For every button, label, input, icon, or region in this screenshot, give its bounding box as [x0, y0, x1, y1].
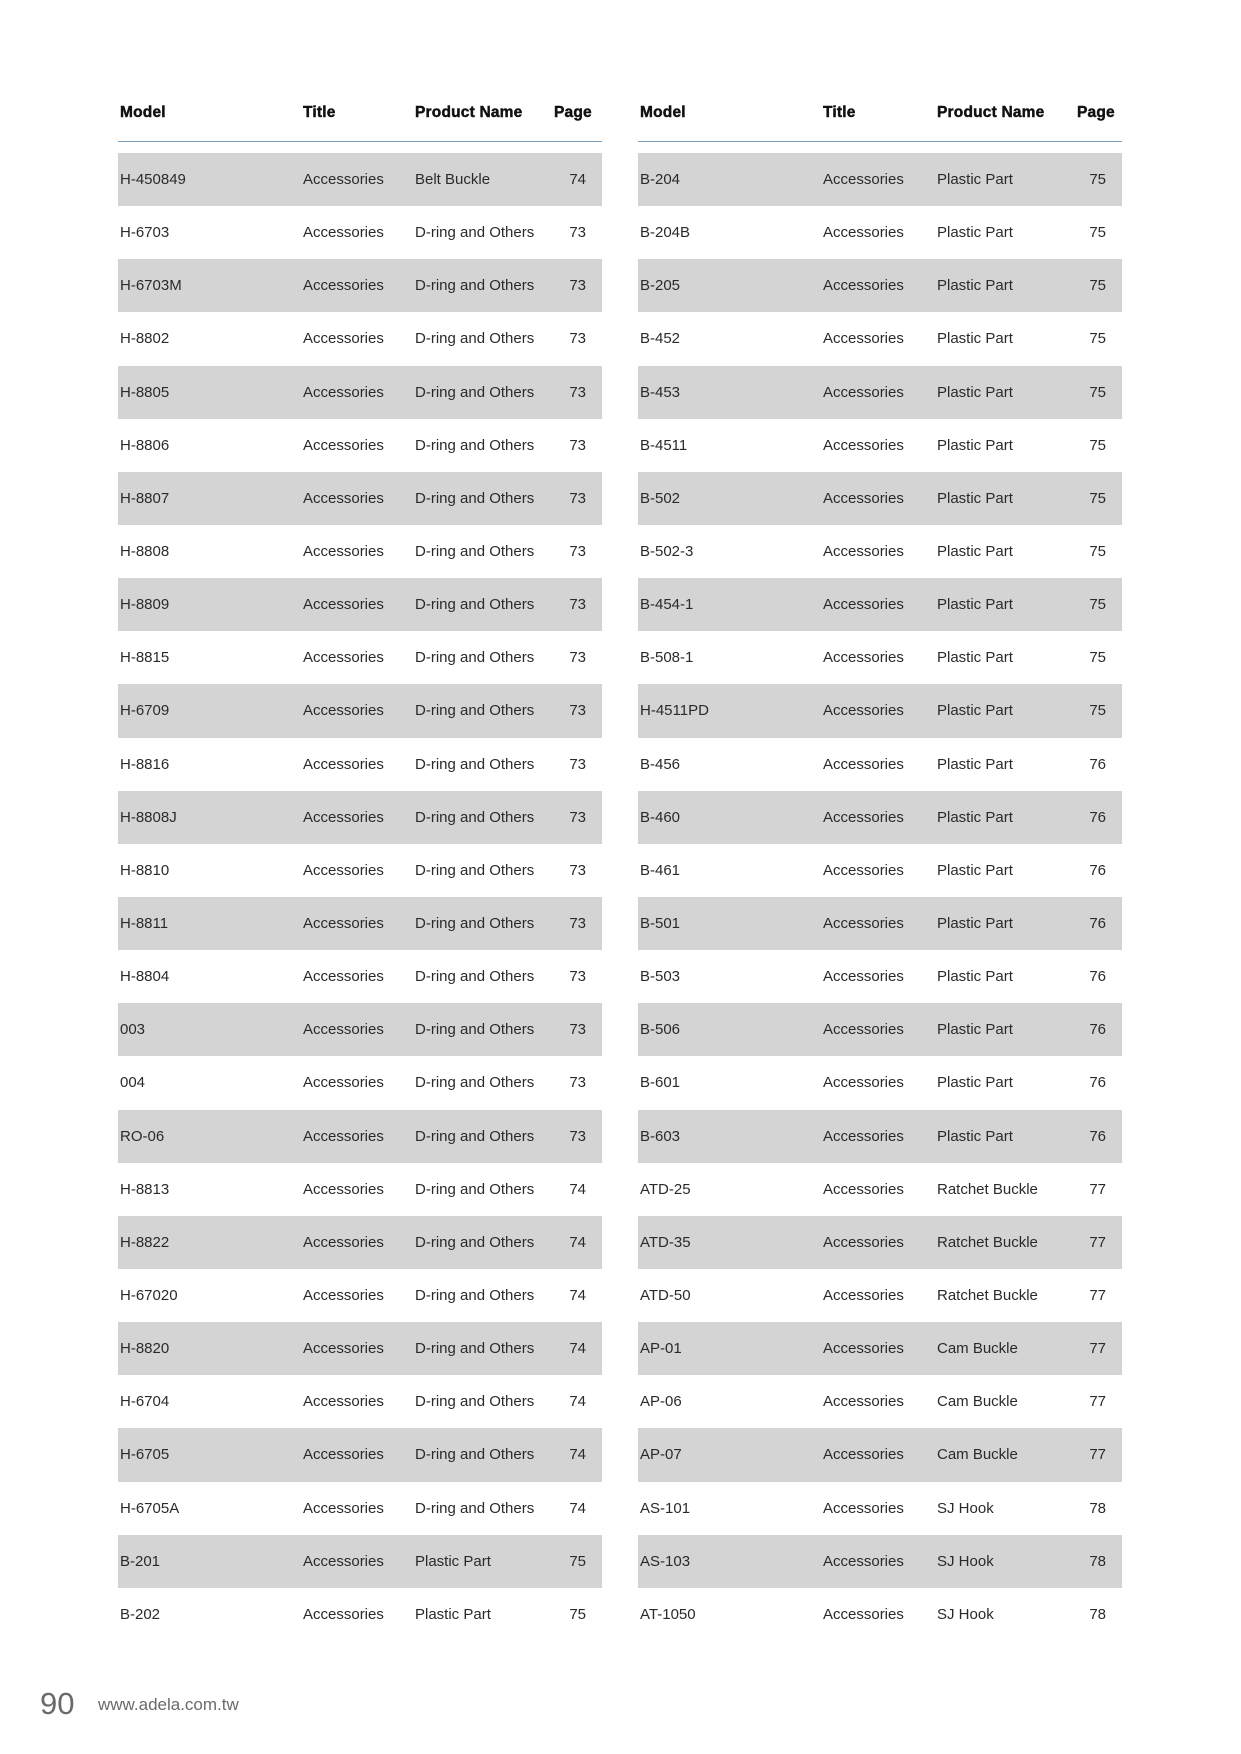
cell-product-name: Plastic Part — [937, 755, 1013, 773]
cell-product-name: Plastic Part — [937, 436, 1013, 454]
cell-page: 75 — [1089, 542, 1106, 560]
cell-title: Accessories — [823, 1021, 904, 1039]
column-header-model: Model — [640, 104, 686, 121]
cell-model: B-501 — [640, 914, 681, 932]
cell-model: H-8815 — [120, 649, 170, 667]
header-divider — [118, 141, 602, 142]
cell-title: Accessories — [823, 436, 904, 454]
cell-model: 003 — [120, 1021, 146, 1039]
cell-title: Accessories — [303, 277, 384, 295]
table-row — [638, 1322, 1122, 1375]
table-row — [118, 1535, 602, 1588]
cell-product-name: D-ring and Others — [415, 1127, 535, 1145]
cell-product-name: Plastic Part — [937, 171, 1013, 188]
cell-model: AS-101 — [640, 1499, 691, 1517]
cell-model: H-8805 — [120, 383, 170, 401]
cell-page: 76 — [1089, 968, 1106, 986]
cell-model: H-8813 — [120, 1180, 170, 1198]
cell-model: B-460 — [640, 808, 681, 826]
cell-model: B-205 — [640, 277, 681, 295]
cell-product-name: Belt Buckle — [415, 171, 491, 188]
cell-page: 73 — [569, 649, 586, 667]
cell-title: Accessories — [303, 1074, 384, 1092]
cell-page: 78 — [1089, 1499, 1106, 1517]
cell-model: B-461 — [640, 861, 681, 879]
cell-title: Accessories — [303, 1446, 384, 1464]
cell-model: H-6703 — [120, 224, 170, 242]
cell-model: H-8807 — [120, 489, 170, 507]
cell-title: Accessories — [823, 968, 904, 986]
table-row — [638, 1269, 1122, 1322]
cell-product-name: D-ring and Others — [415, 1446, 535, 1464]
cell-product-name: Plastic Part — [937, 914, 1013, 932]
cell-model: B-502 — [640, 489, 681, 507]
cell-model: B-601 — [640, 1074, 681, 1092]
cell-product-name: Cam Buckle — [937, 1393, 1018, 1411]
cell-product-name: D-ring and Others — [415, 808, 535, 826]
cell-page: 75 — [1089, 489, 1106, 507]
cell-page: 73 — [569, 755, 586, 773]
table-row — [638, 472, 1122, 525]
cell-model: H-8816 — [120, 755, 170, 773]
cell-model: H-8802 — [120, 330, 170, 348]
cell-page: 73 — [569, 436, 586, 454]
table-row — [638, 153, 1122, 206]
cell-title: Accessories — [823, 1552, 904, 1570]
table-row — [638, 1535, 1122, 1588]
cell-title: Accessories — [303, 1499, 384, 1517]
cell-title: Accessories — [823, 596, 904, 614]
cell-title: Accessories — [823, 1074, 904, 1092]
table-row — [638, 1216, 1122, 1269]
table-body — [118, 153, 602, 1641]
cell-title: Accessories — [303, 1340, 384, 1358]
cell-product-name: Plastic Part — [937, 542, 1013, 560]
cell-page: 77 — [1089, 1340, 1106, 1358]
table-row — [118, 153, 602, 206]
cell-title: Accessories — [823, 702, 904, 720]
cell-title: Accessories — [303, 489, 384, 507]
table-row — [118, 419, 602, 472]
cell-title: Accessories — [303, 914, 384, 932]
cell-model: RO-06 — [120, 1127, 165, 1145]
cell-page: 73 — [569, 702, 586, 720]
table-row — [638, 259, 1122, 312]
column-header-product-name: Product Name — [415, 104, 523, 121]
cell-model: AS-103 — [640, 1552, 691, 1570]
table-row — [638, 684, 1122, 737]
cell-product-name: Plastic Part — [937, 489, 1013, 507]
cell-page: 75 — [1089, 171, 1106, 188]
cell-model: H-6705A — [120, 1499, 180, 1517]
cell-page: 75 — [1089, 649, 1106, 667]
cell-page: 77 — [1089, 1233, 1106, 1251]
cell-title: Accessories — [303, 1127, 384, 1145]
cell-model: AP-06 — [640, 1393, 682, 1411]
cell-page: 73 — [569, 861, 586, 879]
table-row — [638, 950, 1122, 1003]
cell-title: Accessories — [303, 224, 384, 242]
cell-model: B-454-1 — [640, 596, 694, 614]
cell-product-name: Plastic Part — [937, 1021, 1013, 1039]
cell-title: Accessories — [823, 330, 904, 348]
table-row — [118, 1056, 602, 1109]
cell-page: 74 — [569, 1393, 586, 1411]
table-row — [118, 1216, 602, 1269]
cell-title: Accessories — [303, 596, 384, 614]
cell-product-name: Plastic Part — [937, 649, 1013, 667]
cell-title: Accessories — [303, 1180, 384, 1198]
table-row — [638, 791, 1122, 844]
cell-product-name: Cam Buckle — [937, 1446, 1018, 1464]
table-row — [638, 312, 1122, 365]
column-header-model: Model — [120, 104, 166, 121]
table-row — [638, 844, 1122, 897]
cell-title: Accessories — [303, 1605, 384, 1623]
cell-model: B-508-1 — [640, 649, 694, 667]
cell-model: B-452 — [640, 330, 681, 348]
table-row — [118, 1269, 602, 1322]
cell-model: H-6705 — [120, 1446, 170, 1464]
cell-title: Accessories — [823, 1286, 904, 1304]
cell-product-name: Cam Buckle — [937, 1340, 1018, 1358]
table-row — [118, 738, 602, 791]
table-row — [638, 525, 1122, 578]
cell-title: Accessories — [303, 968, 384, 986]
table-row — [118, 684, 602, 737]
table-row — [638, 206, 1122, 259]
cell-page: 78 — [1089, 1552, 1106, 1570]
column-header-page: Page — [554, 104, 592, 121]
cell-product-name: SJ Hook — [937, 1605, 994, 1623]
cell-title: Accessories — [823, 808, 904, 826]
cell-page: 74 — [569, 171, 586, 188]
cell-title: Accessories — [303, 1233, 384, 1251]
cell-product-name: Plastic Part — [937, 277, 1013, 295]
cell-title: Accessories — [303, 542, 384, 560]
cell-model: AP-07 — [640, 1446, 682, 1464]
cell-page: 73 — [569, 383, 586, 401]
cell-product-name: D-ring and Others — [415, 1233, 535, 1251]
cell-model: AP-01 — [640, 1340, 682, 1358]
column-header-product-name: Product Name — [937, 104, 1045, 121]
cell-page: 75 — [569, 1552, 586, 1570]
cell-model: H-8820 — [120, 1340, 170, 1358]
cell-page: 77 — [1089, 1446, 1106, 1464]
cell-product-name: Plastic Part — [937, 968, 1013, 986]
cell-model: B-503 — [640, 968, 681, 986]
table-row — [118, 1428, 602, 1481]
cell-page: 77 — [1089, 1286, 1106, 1304]
cell-product-name: D-ring and Others — [415, 1180, 535, 1198]
cell-model: AT-1050 — [640, 1605, 696, 1623]
cell-page: 76 — [1089, 861, 1106, 879]
cell-page: 75 — [1089, 330, 1106, 348]
cell-product-name: Plastic Part — [937, 1127, 1013, 1145]
cell-product-name: D-ring and Others — [415, 1286, 535, 1304]
cell-model: H-6703M — [120, 277, 182, 295]
cell-product-name: Plastic Part — [415, 1605, 491, 1623]
cell-model: 004 — [120, 1074, 146, 1092]
cell-page: 73 — [569, 1074, 586, 1092]
cell-title: Accessories — [823, 542, 904, 560]
cell-page: 73 — [569, 489, 586, 507]
cell-page: 78 — [1089, 1605, 1106, 1623]
cell-model: B-506 — [640, 1021, 681, 1039]
table-row — [118, 791, 602, 844]
cell-product-name: D-ring and Others — [415, 1074, 535, 1092]
cell-model: H-67020 — [120, 1286, 178, 1304]
table-header — [638, 104, 1122, 128]
cell-model: ATD-25 — [640, 1180, 691, 1198]
cell-title: Accessories — [823, 1446, 904, 1464]
cell-title: Accessories — [823, 1233, 904, 1251]
cell-model: B-603 — [640, 1127, 681, 1145]
table-row — [638, 1110, 1122, 1163]
table-row — [638, 1428, 1122, 1481]
cell-product-name: Ratchet Buckle — [937, 1286, 1038, 1304]
cell-model: H-6704 — [120, 1393, 170, 1411]
cell-page: 76 — [1089, 1074, 1106, 1092]
cell-product-name: Plastic Part — [937, 861, 1013, 879]
table-row — [118, 525, 602, 578]
table-row — [118, 1110, 602, 1163]
cell-product-name: Plastic Part — [937, 702, 1013, 720]
cell-title: Accessories — [823, 1127, 904, 1145]
cell-title: Accessories — [303, 649, 384, 667]
cell-title: Accessories — [823, 489, 904, 507]
cell-title: Accessories — [303, 436, 384, 454]
cell-model: B-204 — [640, 171, 681, 188]
cell-product-name: D-ring and Others — [415, 1393, 535, 1411]
cell-page: 75 — [1089, 277, 1106, 295]
cell-page: 74 — [569, 1286, 586, 1304]
table-row — [118, 1163, 602, 1216]
table-row — [638, 738, 1122, 791]
table-row — [118, 366, 602, 419]
cell-model: H-6709 — [120, 702, 170, 720]
cell-page: 73 — [569, 330, 586, 348]
cell-product-name: Plastic Part — [937, 330, 1013, 348]
column-header-title: Title — [303, 104, 336, 121]
table-row — [638, 1482, 1122, 1535]
cell-title: Accessories — [823, 1180, 904, 1198]
website-url: www.adela.com.tw — [98, 1695, 239, 1714]
cell-page: 73 — [569, 968, 586, 986]
cell-model: H-8809 — [120, 596, 170, 614]
cell-title: Accessories — [303, 702, 384, 720]
cell-page: 76 — [1089, 1021, 1106, 1039]
cell-product-name: D-ring and Others — [415, 755, 535, 773]
cell-model: B-202 — [120, 1605, 161, 1623]
cell-model: H-8811 — [120, 914, 169, 932]
cell-page: 75 — [1089, 702, 1106, 720]
cell-page: 73 — [569, 914, 586, 932]
cell-product-name: D-ring and Others — [415, 436, 535, 454]
cell-product-name: D-ring and Others — [415, 968, 535, 986]
table-row — [118, 844, 602, 897]
cell-title: Accessories — [823, 861, 904, 879]
cell-page: 76 — [1089, 755, 1106, 773]
cell-title: Accessories — [303, 1552, 384, 1570]
cell-product-name: Plastic Part — [937, 224, 1013, 242]
cell-title: Accessories — [303, 861, 384, 879]
cell-page: 77 — [1089, 1393, 1106, 1411]
cell-product-name: D-ring and Others — [415, 224, 535, 242]
cell-title: Accessories — [823, 277, 904, 295]
cell-title: Accessories — [823, 1605, 904, 1623]
cell-product-name: SJ Hook — [937, 1552, 994, 1570]
table-row — [118, 631, 602, 684]
table-row — [638, 631, 1122, 684]
header-divider — [638, 141, 1122, 142]
cell-product-name: D-ring and Others — [415, 330, 535, 348]
cell-page: 74 — [569, 1340, 586, 1358]
cell-page: 74 — [569, 1180, 586, 1198]
cell-model: H-450849 — [120, 171, 186, 188]
cell-page: 74 — [569, 1233, 586, 1251]
cell-product-name: Plastic Part — [937, 1074, 1013, 1092]
cell-title: Accessories — [303, 1393, 384, 1411]
cell-model: B-453 — [640, 383, 681, 401]
cell-page: 73 — [569, 224, 586, 242]
cell-product-name: Plastic Part — [937, 596, 1013, 614]
table-row — [638, 578, 1122, 631]
cell-title: Accessories — [303, 1021, 384, 1039]
cell-title: Accessories — [823, 224, 904, 242]
column-header-page: Page — [1077, 104, 1115, 121]
cell-model: H-8804 — [120, 968, 170, 986]
table-row — [118, 897, 602, 950]
cell-page: 74 — [569, 1446, 586, 1464]
cell-page: 73 — [569, 1021, 586, 1039]
cell-title: Accessories — [823, 649, 904, 667]
cell-title: Accessories — [823, 1499, 904, 1517]
cell-product-name: D-ring and Others — [415, 383, 535, 401]
cell-page: 75 — [1089, 224, 1106, 242]
cell-product-name: D-ring and Others — [415, 1340, 535, 1358]
cell-product-name: D-ring and Others — [415, 277, 535, 295]
cell-product-name: D-ring and Others — [415, 649, 535, 667]
table-row — [638, 366, 1122, 419]
cell-product-name: D-ring and Others — [415, 489, 535, 507]
cell-model: H-4511PD — [640, 702, 709, 720]
cell-title: Accessories — [303, 1286, 384, 1304]
cell-model: B-502-3 — [640, 542, 694, 560]
cell-model: ATD-50 — [640, 1286, 691, 1304]
table-row — [118, 950, 602, 1003]
cell-model: H-8806 — [120, 436, 170, 454]
cell-title: Accessories — [303, 755, 384, 773]
table-row — [638, 1375, 1122, 1428]
cell-product-name: SJ Hook — [937, 1499, 994, 1517]
cell-product-name: D-ring and Others — [415, 542, 535, 560]
table-row — [118, 1003, 602, 1056]
page-number: 90 — [40, 1686, 75, 1721]
table-row — [638, 1003, 1122, 1056]
table-row — [118, 578, 602, 631]
table-body — [638, 153, 1122, 1641]
cell-page: 75 — [1089, 383, 1106, 401]
table-row — [118, 1322, 602, 1375]
cell-page: 75 — [569, 1605, 586, 1623]
cell-title: Accessories — [823, 755, 904, 773]
cell-page: 73 — [569, 277, 586, 295]
cell-title: Accessories — [823, 171, 904, 188]
cell-product-name: Plastic Part — [937, 383, 1013, 401]
table-row — [118, 1588, 602, 1641]
table-row — [638, 1056, 1122, 1109]
cell-model: H-8808J — [120, 808, 177, 826]
table-header — [118, 104, 602, 128]
cell-page: 75 — [1089, 596, 1106, 614]
table-row — [118, 1482, 602, 1535]
cell-model: B-4511 — [640, 436, 688, 454]
cell-page: 73 — [569, 542, 586, 560]
table-row — [638, 1163, 1122, 1216]
cell-model: ATD-35 — [640, 1233, 691, 1251]
cell-page: 73 — [569, 1127, 586, 1145]
cell-product-name: Ratchet Buckle — [937, 1180, 1038, 1198]
cell-page: 77 — [1089, 1180, 1106, 1198]
cell-product-name: Ratchet Buckle — [937, 1233, 1038, 1251]
cell-model: B-201 — [120, 1552, 161, 1570]
cell-product-name: D-ring and Others — [415, 1499, 535, 1517]
table-row — [118, 472, 602, 525]
cell-model: B-456 — [640, 755, 681, 773]
cell-model: H-8810 — [120, 861, 170, 879]
cell-title: Accessories — [823, 1340, 904, 1358]
cell-product-name: Plastic Part — [937, 808, 1013, 826]
cell-product-name: D-ring and Others — [415, 914, 535, 932]
table-row — [638, 897, 1122, 950]
cell-page: 74 — [569, 1499, 586, 1517]
cell-product-name: D-ring and Others — [415, 596, 535, 614]
table-row — [638, 419, 1122, 472]
cell-page: 73 — [569, 808, 586, 826]
cell-page: 73 — [569, 596, 586, 614]
cell-product-name: Plastic Part — [415, 1552, 491, 1570]
cell-product-name: D-ring and Others — [415, 1021, 535, 1039]
table-row — [118, 312, 602, 365]
cell-model: B-204B — [640, 224, 691, 242]
table-row — [118, 1375, 602, 1428]
column-header-title: Title — [823, 104, 856, 121]
cell-page: 75 — [1089, 436, 1106, 454]
cell-title: Accessories — [303, 171, 384, 188]
cell-title: Accessories — [823, 1393, 904, 1411]
cell-page: 76 — [1089, 914, 1106, 932]
cell-model: H-8808 — [120, 542, 170, 560]
cell-model: H-8822 — [120, 1233, 170, 1251]
table-row — [118, 206, 602, 259]
table-row — [118, 259, 602, 312]
cell-product-name: D-ring and Others — [415, 861, 535, 879]
cell-page: 76 — [1089, 1127, 1106, 1145]
cell-product-name: D-ring and Others — [415, 702, 535, 720]
cell-title: Accessories — [303, 808, 384, 826]
cell-title: Accessories — [823, 383, 904, 401]
cell-title: Accessories — [303, 383, 384, 401]
cell-title: Accessories — [823, 914, 904, 932]
table-row — [638, 1588, 1122, 1641]
cell-page: 76 — [1089, 808, 1106, 826]
cell-title: Accessories — [303, 330, 384, 348]
